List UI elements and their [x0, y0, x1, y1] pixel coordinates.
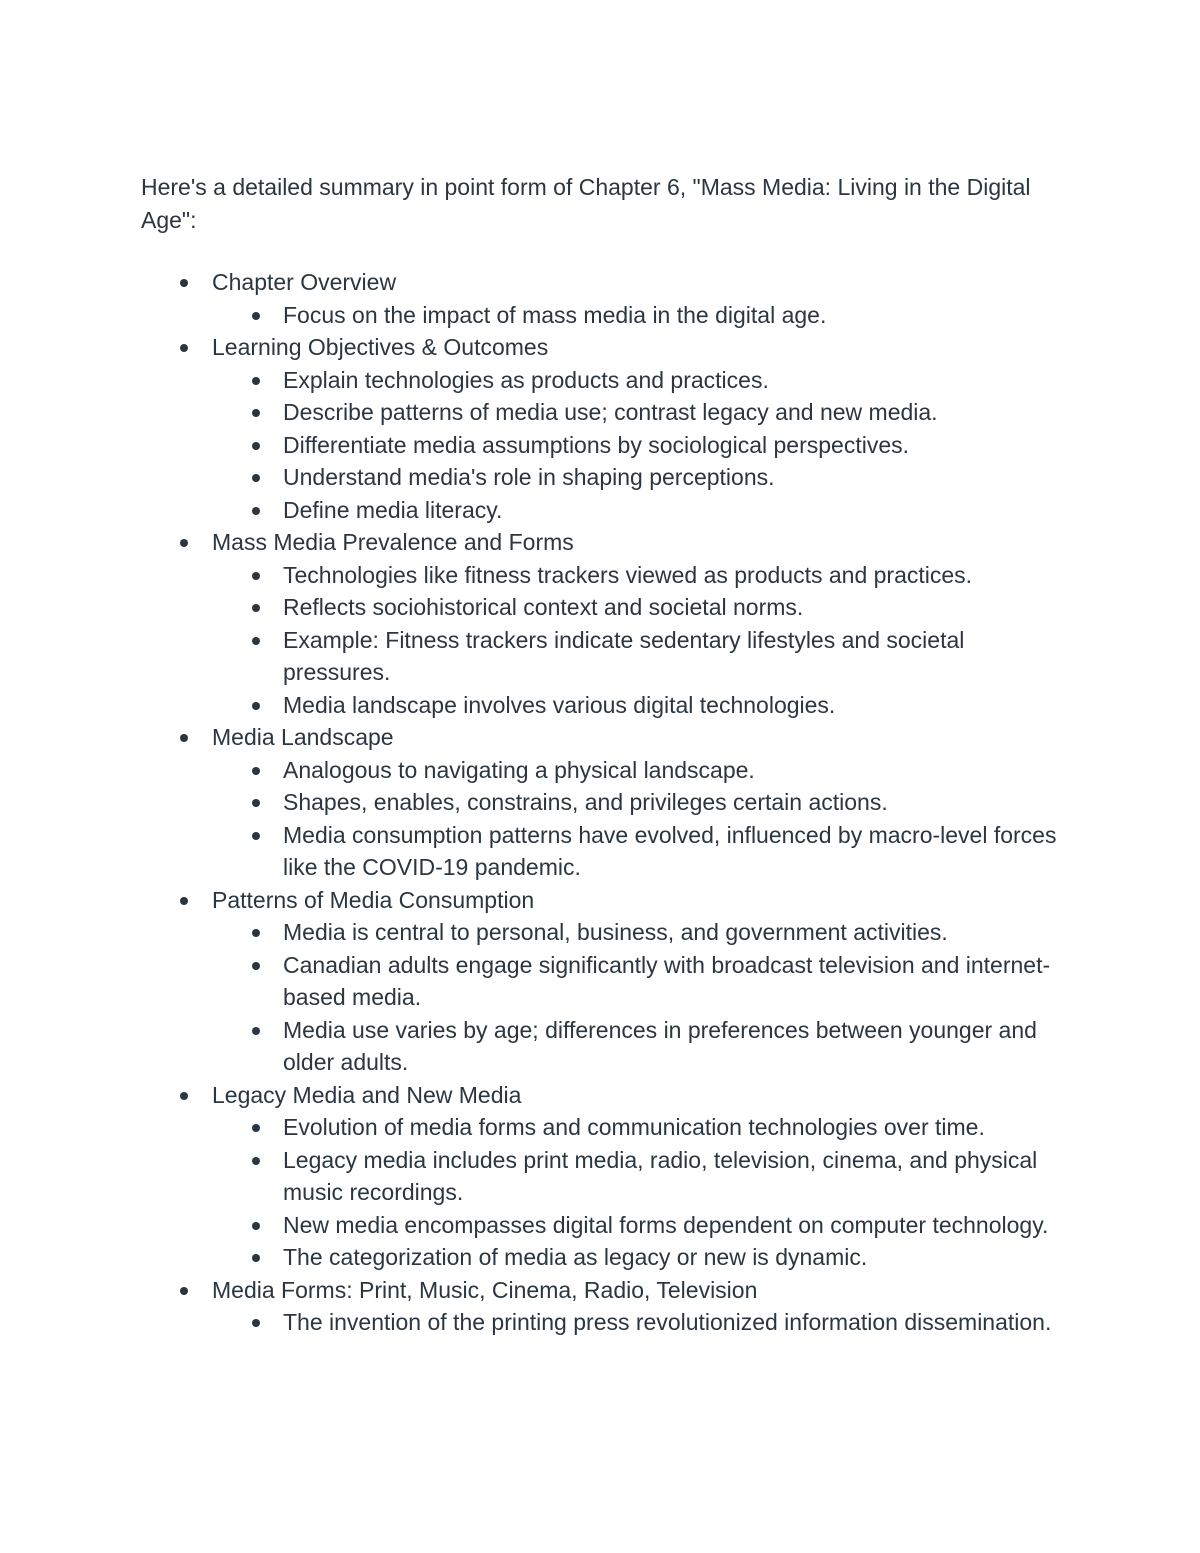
- section-title-text: Media Forms: Print, Music, Cinema, Radio, Television: [212, 1276, 758, 1303]
- list-item-text: The categorization of media as legacy or new is dynamic.: [283, 1244, 868, 1270]
- list-item: [283, 754, 1063, 787]
- bullet-icon: [252, 572, 260, 580]
- section-title: [212, 526, 1200, 559]
- sub-list: [0, 559, 1200, 722]
- list-item-text: Media is central to personal, business, and government activities.: [283, 919, 948, 945]
- sub-list: [0, 299, 1200, 332]
- list-item: [283, 364, 1063, 397]
- section-title: [212, 331, 1200, 364]
- section-learning-objectives: [0, 331, 1200, 526]
- list-item-text: Shapes, enables, constrains, and privileges certain actions.: [283, 789, 888, 815]
- list-item-text: Legacy media includes print media, radio, television, cinema, and physical music recordings.: [283, 1146, 1038, 1205]
- list-item: [283, 429, 1063, 462]
- bullet-icon: [252, 929, 260, 937]
- bullet-icon: [252, 1027, 260, 1035]
- sub-list: [0, 364, 1200, 527]
- list-item: [283, 1306, 1063, 1339]
- bullet-icon: [252, 702, 260, 710]
- section-title: [212, 884, 1200, 917]
- list-item: [283, 1241, 1063, 1274]
- sub-list: [0, 754, 1200, 884]
- bullet-icon: [252, 1157, 260, 1165]
- section-media-consumption: [0, 884, 1200, 1079]
- list-item-text: Describe patterns of media use; contrast legacy and new media.: [283, 399, 938, 425]
- section-mass-media-prevalence: [0, 526, 1200, 721]
- section-chapter-overview: [0, 266, 1200, 331]
- summary-outline: [0, 266, 1200, 1339]
- bullet-icon: [252, 474, 260, 482]
- bullet-icon: [252, 1124, 260, 1132]
- bullet-icon: [252, 409, 260, 417]
- list-item: [283, 786, 1063, 819]
- section-media-landscape: [0, 721, 1200, 884]
- bullet-icon: [252, 1254, 260, 1262]
- list-item-text: The invention of the printing press revolutionized information dissemination.: [283, 1309, 1052, 1335]
- list-item: [283, 591, 1063, 624]
- list-item: [283, 1014, 1063, 1079]
- list-item-text: Technologies like fitness trackers viewed as products and practices.: [283, 561, 973, 588]
- list-item-text: Example: Fitness trackers indicate sedentary lifestyles and societal pressures.: [283, 626, 965, 685]
- bullet-icon: [180, 279, 188, 287]
- section-title: [212, 1079, 1200, 1112]
- section-title-text: Media Landscape: [212, 724, 394, 750]
- list-item: [283, 559, 1063, 592]
- list-item-text: Focus on the impact of mass media in the digital age.: [283, 301, 827, 328]
- bullet-icon: [252, 312, 260, 320]
- list-item: [283, 1144, 1063, 1209]
- list-item-text: Media consumption patterns have evolved, influenced by macro-level forces like the COVID-19 pandemic.: [283, 821, 1057, 880]
- bullet-icon: [252, 1222, 260, 1230]
- bullet-icon: [180, 897, 188, 905]
- section-title: [212, 266, 1200, 299]
- list-item: [283, 461, 1063, 494]
- bullet-icon: [180, 1092, 188, 1100]
- bullet-icon: [252, 377, 260, 385]
- list-item-text: Evolution of media forms and communication technologies over time.: [283, 1114, 985, 1140]
- list-item: [283, 494, 1063, 527]
- list-item-text: Analogous to navigating a physical landscape.: [283, 756, 755, 783]
- bullet-icon: [252, 1319, 260, 1327]
- list-item: [283, 396, 1063, 429]
- bullet-icon: [252, 767, 260, 775]
- bullet-icon: [252, 442, 260, 450]
- list-item-text: Canadian adults engage significantly with broadcast television and internet-based media.: [283, 951, 1051, 1010]
- section-title-text: Learning Objectives & Outcomes: [212, 334, 549, 360]
- list-item-text: Media use varies by age; differences in preferences between younger and older adults.: [283, 1016, 1037, 1075]
- bullet-icon: [252, 604, 260, 612]
- list-item-text: Understand media's role in shaping perceptions.: [283, 464, 775, 490]
- list-item-text: Explain technologies as products and practices.: [283, 366, 769, 393]
- list-item: [283, 1209, 1063, 1242]
- bullet-icon: [252, 799, 260, 807]
- list-item: [283, 949, 1063, 1014]
- bullet-icon: [252, 962, 260, 970]
- section-title: [212, 721, 1200, 754]
- section-legacy-new-media: [0, 1079, 1200, 1274]
- bullet-icon: [252, 832, 260, 840]
- list-item: [283, 624, 1063, 689]
- bullet-icon: [252, 637, 260, 645]
- list-item: [283, 916, 1063, 949]
- list-item-text: New media encompasses digital forms dependent on computer technology.: [283, 1211, 1049, 1238]
- sub-list: [0, 1306, 1200, 1339]
- section-title: [212, 1274, 1200, 1307]
- list-item-text: Media landscape involves various digital technologies.: [283, 691, 836, 718]
- sub-list: [0, 916, 1200, 1079]
- list-item-text: Differentiate media assumptions by sociological perspectives.: [283, 431, 909, 458]
- section-title-text: Mass Media Prevalence and Forms: [212, 529, 574, 555]
- bullet-icon: [180, 1287, 188, 1295]
- section-title-text: Legacy Media and New Media: [212, 1081, 522, 1108]
- bullet-icon: [180, 344, 188, 352]
- list-item-text: Define media literacy.: [283, 496, 503, 523]
- intro-paragraph: Here's a detailed summary in point form of Chapter 6, "Mass Media: Living in the Digital Age":: [141, 174, 1031, 233]
- bullet-icon: [180, 734, 188, 742]
- section-media-forms: [0, 1274, 1200, 1339]
- list-item: [283, 819, 1063, 884]
- bullet-icon: [252, 507, 260, 515]
- section-title-text: Chapter Overview: [212, 269, 397, 295]
- section-title-text: Patterns of Media Consumption: [212, 886, 535, 913]
- list-item: [283, 299, 1063, 332]
- list-item: [283, 689, 1063, 722]
- bullet-icon: [180, 539, 188, 547]
- list-item: [283, 1111, 1063, 1144]
- list-item-text: Reflects sociohistorical context and societal norms.: [283, 594, 804, 620]
- sub-list: [0, 1111, 1200, 1274]
